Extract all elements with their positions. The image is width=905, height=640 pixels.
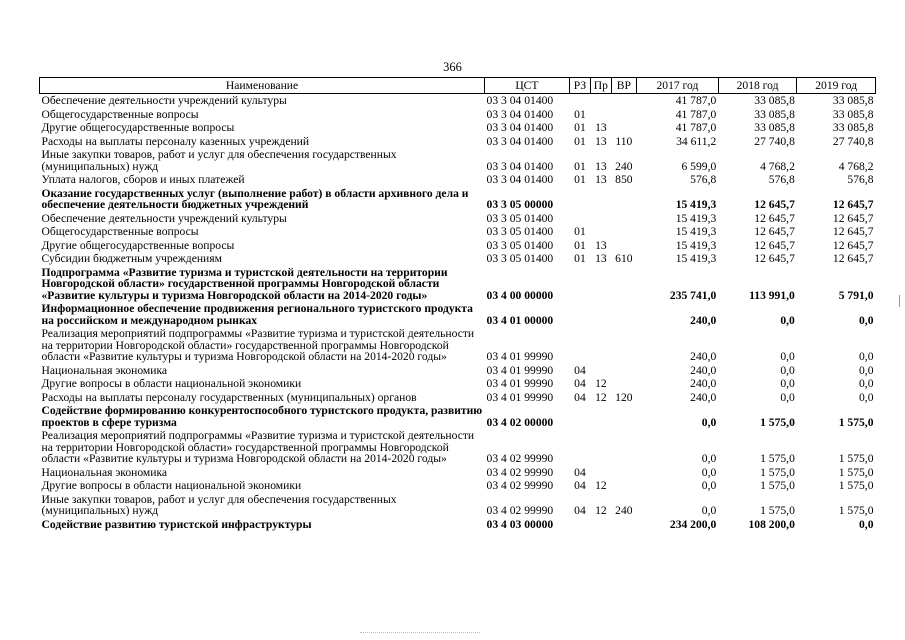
cell-cst: 03 4 02 99990 [486,479,554,492]
header-2018: 2018 год [718,78,797,94]
cell-2017: 0,0 [701,415,717,429]
cell-vr [611,518,637,532]
cell-rz [569,429,590,466]
cell-2018: 27 740,8 [754,134,795,148]
table-row [40,466,876,480]
cell-pr [591,518,611,532]
cell-name: Иные закупки товаров, работ и услуг для обеспечения государственных (муниципальных) нужд [41,148,397,173]
cell-2018: 33 085,8 [754,107,795,121]
cell-vr [611,364,637,378]
cell-2017: 0,0 [701,479,717,492]
cell-2017: 0,0 [701,452,717,465]
cell-vr [611,404,637,429]
header-rz: РЗ [569,78,590,94]
cell-cst: 03 4 01 99990 [486,390,554,404]
cell-rz: 04 [574,504,586,517]
cell-name: Национальная экономика [41,465,168,479]
cell-2017: 235 741,0 [669,288,717,302]
cell-vr: 610 [615,252,633,265]
cell-vr: 120 [615,390,633,404]
cell-2019: 33 085,8 [832,94,874,107]
cell-2017: 15 419,3 [675,252,717,265]
cell-2019: 0,0 [859,313,874,327]
cell-vr: 240 [615,159,633,173]
table-header-row [40,78,876,94]
cell-rz: 01 [574,107,586,121]
cell-pr: 12 [595,390,607,404]
cell-2019: 1 575,0 [838,415,874,429]
cell-name: Национальная экономика [41,363,168,377]
cell-2019: 12 645,7 [832,211,874,225]
cell-pr [591,108,611,122]
cell-pr: 12 [595,377,607,390]
cell-pr [591,225,611,239]
table-row [40,327,876,364]
cell-rz: 04 [574,465,586,479]
cell-pr: 12 [595,479,607,492]
cell-2017: 15 419,3 [675,211,717,225]
table-row [40,493,876,518]
cell-2019: 33 085,8 [832,107,874,121]
cell-vr [611,327,637,364]
table-row [40,121,876,135]
cell-2019: 1 575,0 [838,504,874,517]
cell-2017: 0,0 [701,465,717,479]
cell-pr [591,187,611,212]
cell-vr: 110 [615,134,633,148]
cell-2017: 0,0 [701,504,717,517]
cell-pr [591,404,611,429]
cell-cst: 03 3 04 01400 [486,134,554,148]
cell-2017: 41 787,0 [675,107,717,121]
cell-name: Другие вопросы в области национальной экономики [41,479,302,492]
cell-2019: 12 645,7 [832,198,874,211]
cell-2017: 41 787,0 [675,121,717,134]
cell-rz [569,187,590,212]
cell-rz: 01 [574,173,586,186]
cell-2018: 0,0 [780,350,795,363]
budget-table [39,77,876,531]
table-row [40,252,876,266]
cell-rz [569,404,590,429]
cell-vr [611,302,637,327]
cell-name: Расходы на выплаты персоналу казенных учреждений [41,134,310,148]
cell-vr [611,266,637,303]
cell-2018: 12 645,7 [754,238,795,252]
cell-2017: 34 611,2 [676,134,717,148]
cell-pr [591,266,611,303]
cell-2018: 108 200,0 [748,517,795,531]
cell-2017: 240,0 [690,390,717,404]
header-name: Наименование [40,78,485,94]
cell-name: Реализация мероприятий подпрограммы «Развитие туризма и туристской деятельности на территории Новгородской области» государственной программы Новгородской области «Развитие культуры и туризма Новгородской области на 2014-2020 годы» [41,429,475,465]
cell-cst: 03 4 00 00000 [486,288,554,302]
table-row [40,135,876,149]
cell-vr [611,377,637,391]
header-pr: Пр [591,78,611,94]
cell-2018: 4 768,2 [760,159,795,173]
cell-2017: 240,0 [690,377,717,390]
cell-vr: 850 [615,173,633,186]
cell-cst: 03 4 02 99990 [486,452,554,465]
cell-rz: 04 [574,390,586,404]
cell-vr [611,212,637,226]
cell-rz: 04 [574,363,586,377]
cell-cst: 03 3 04 01400 [486,94,554,107]
cell-2017: 41 787,0 [675,94,717,107]
cell-name: Иные закупки товаров, работ и услуг для обеспечения государственных (муниципальных) нужд [41,492,397,517]
cell-2018: 0,0 [780,313,795,327]
cell-pr: 13 [595,159,607,173]
cell-rz: 04 [574,479,586,492]
cell-pr: 13 [595,238,607,252]
cell-2018: 0,0 [780,363,795,377]
table-row [40,479,876,493]
header-vr: ВР [611,78,637,94]
header-2019: 2019 год [797,78,876,94]
cell-2019: 0,0 [859,517,874,531]
table-body [40,94,876,532]
cell-vr [611,429,637,466]
table-row [40,391,876,405]
table-row [40,108,876,122]
cell-pr: 13 [595,121,607,134]
cell-vr [611,121,637,135]
cell-2019: 1 575,0 [838,479,874,492]
cell-2018: 12 645,7 [754,225,795,238]
cell-name: Информационное обеспечение продвижения регионального туристского продукта на российском и международном рынках [41,302,473,327]
page-number: 366 [443,60,462,74]
table-row [40,173,876,187]
cell-cst: 03 3 05 01400 [486,252,554,265]
margin-mark [899,295,900,307]
cell-cst: 03 3 05 01400 [486,225,554,238]
table-row [40,377,876,391]
cell-rz: 01 [574,252,586,265]
cell-rz: 01 [574,134,586,148]
table-row [40,518,876,532]
cell-2017: 15 419,3 [675,225,717,238]
table-row [40,266,876,303]
table-row [40,404,876,429]
cell-2019: 1 575,0 [838,452,874,465]
cell-name: Реализация мероприятий подпрограммы «Развитие туризма и туристской деятельности на территории Новгородской области» государственной программы Новгородской области «Развитие культуры и туризма Новгородской области на 2014-2020 годы» [41,327,475,363]
cell-2019: 5 791,0 [838,288,874,302]
cell-2019: 12 645,7 [832,252,874,265]
cell-pr [591,212,611,226]
cell-2018: 0,0 [780,377,795,390]
cell-vr [611,479,637,493]
cell-vr [611,94,637,108]
cell-rz: 01 [574,121,586,134]
cell-2017: 240,0 [690,350,717,363]
cell-name: Уплата налогов, сборов и иных платежей [41,173,245,186]
cell-name: Другие общегосударственные вопросы [41,238,235,252]
cell-name: Обеспечение деятельности учреждений культуры [41,94,287,107]
cell-name: Оказание государственных услуг (выполнение работ) в области архивного дела и обеспечение деятельности бюджетных учреждений [41,186,469,211]
cell-2019: 27 740,8 [832,134,874,148]
cell-name: Общегосударственные вопросы [41,107,199,121]
cell-2017: 576,8 [690,173,717,186]
table-row [40,187,876,212]
table-row [40,302,876,327]
cell-cst: 03 3 05 01400 [486,238,554,252]
cell-2017: 240,0 [690,313,717,327]
cell-2019: 12 645,7 [832,238,874,252]
cell-cst: 03 4 02 99990 [486,465,554,479]
cell-vr [611,225,637,239]
cell-2018: 12 645,7 [754,211,795,225]
cell-2018: 12 645,7 [754,198,795,211]
cell-pr [591,327,611,364]
cell-2018: 1 575,0 [760,465,795,479]
cell-cst: 03 3 05 00000 [486,198,554,211]
cell-name: Общегосударственные вопросы [41,225,199,238]
cell-rz [569,518,590,532]
cell-pr [591,364,611,378]
cell-cst: 03 4 01 99990 [486,363,554,377]
cell-cst: 03 4 01 99990 [486,350,554,363]
cell-cst: 03 4 02 00000 [486,415,554,429]
cell-2017: 240,0 [690,363,717,377]
cell-name: Субсидии бюджетным учреждениям [41,252,222,265]
cell-pr [591,94,611,108]
cell-cst: 03 4 01 00000 [486,313,554,327]
cell-rz [569,266,590,303]
cell-2019: 4 768,2 [838,159,874,173]
cell-cst: 03 3 04 01400 [486,173,554,186]
cell-2017: 234 200,0 [669,517,717,531]
header-2017: 2017 год [637,78,719,94]
cell-name: Другие вопросы в области национальной экономики [41,377,302,390]
faint-stamp [360,632,480,635]
cell-2018: 1 575,0 [760,504,795,517]
cell-name: Содействие формированию конкурентоспособного туристского продукта, развитию проектов в сфере туризма [41,404,483,429]
cell-vr [611,239,637,253]
cell-vr [611,108,637,122]
cell-cst: 03 4 01 99990 [486,377,554,390]
cell-2018: 33 085,8 [754,94,795,107]
cell-rz [569,94,590,108]
cell-2019: 12 645,7 [832,225,874,238]
cell-rz: 01 [574,159,586,173]
cell-pr: 13 [595,134,607,148]
cell-2017: 6 599,0 [681,159,717,173]
cell-vr [611,187,637,212]
cell-cst: 03 4 03 00000 [486,517,554,531]
cell-2018: 113 991,0 [749,288,795,302]
cell-2018: 1 575,0 [760,415,795,429]
cell-2018: 576,8 [768,173,795,186]
cell-name: Другие общегосударственные вопросы [41,121,235,134]
cell-cst: 03 3 04 01400 [486,159,554,173]
cell-rz [569,212,590,226]
cell-2019: 0,0 [859,390,874,404]
cell-name: Подпрограмма «Развитие туризма и туристской деятельности на территории Новгородской области» государственной программы Новгородской области «Развитие культуры и туризма Новгородской области на 2014-2020 годы» [41,265,448,302]
cell-pr [591,302,611,327]
cell-pr: 13 [595,173,607,186]
cell-pr: 13 [595,252,607,265]
cell-2018: 12 645,7 [754,252,795,265]
table-row [40,94,876,108]
cell-vr: 240 [615,504,633,517]
table-row [40,239,876,253]
cell-rz: 01 [574,225,586,238]
table-row [40,148,876,173]
cell-name: Расходы на выплаты персоналу государственных (муниципальных) органов [41,390,417,404]
table-row [40,429,876,466]
cell-2018: 0,0 [780,390,795,404]
header-cst: ЦСТ [485,78,570,94]
cell-2017: 15 419,3 [675,238,717,252]
cell-rz [569,302,590,327]
cell-pr [591,429,611,466]
cell-cst: 03 3 05 01400 [486,211,554,225]
cell-2018: 1 575,0 [760,452,795,465]
cell-2019: 0,0 [859,363,874,377]
cell-2017: 15 419,3 [675,198,717,211]
table-row [40,212,876,226]
cell-2019: 576,8 [847,173,874,186]
cell-rz: 01 [574,238,586,252]
cell-rz [569,327,590,364]
cell-pr [591,466,611,480]
cell-name: Содействие развитию туристской инфраструктуры [41,517,312,531]
cell-2019: 33 085,8 [832,121,874,134]
cell-2019: 1 575,0 [838,465,874,479]
cell-name: Обеспечение деятельности учреждений культуры [41,211,287,225]
cell-cst: 03 3 04 01400 [486,121,554,134]
cell-2018: 1 575,0 [760,479,795,492]
cell-2018: 33 085,8 [754,121,795,134]
cell-cst: 03 3 04 01400 [486,107,554,121]
cell-vr [611,466,637,480]
cell-rz: 04 [574,377,586,390]
cell-2019: 0,0 [859,350,874,363]
cell-2019: 0,0 [859,377,874,390]
table-row [40,225,876,239]
cell-cst: 03 4 02 99990 [486,504,554,517]
table-row [40,364,876,378]
cell-pr: 12 [595,504,607,517]
